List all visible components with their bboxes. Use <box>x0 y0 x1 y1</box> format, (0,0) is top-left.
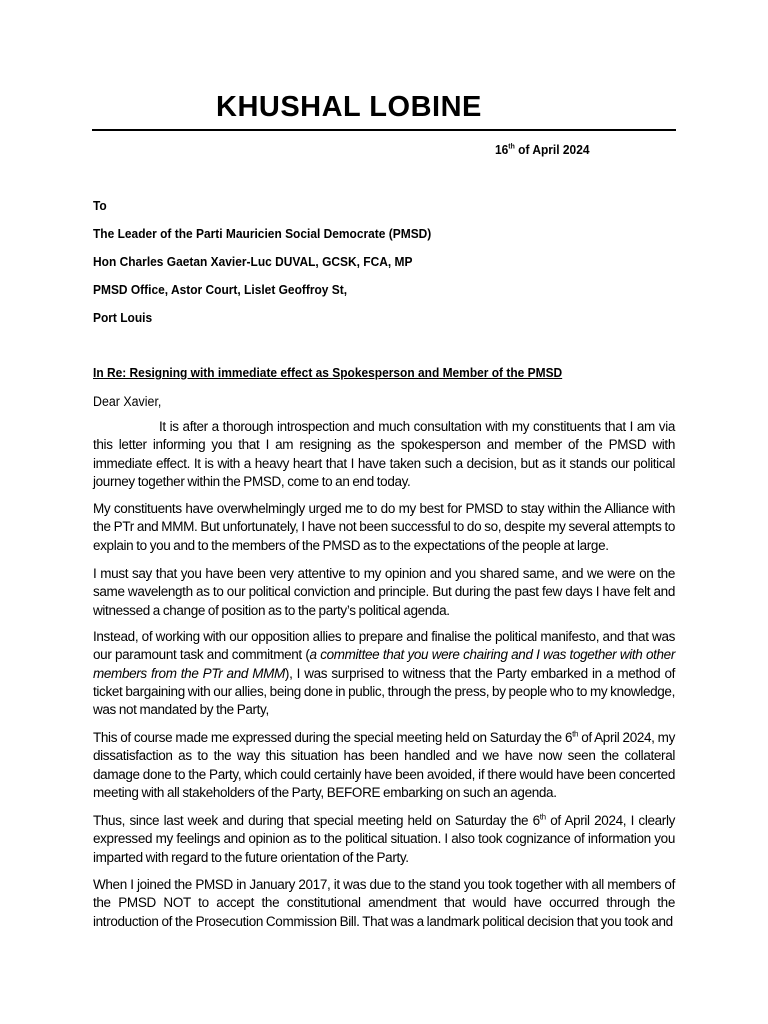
paragraph-7 <box>93 876 675 931</box>
paragraph-4-text-end: ), I was surprised to witness that the Party embarked in a method of ticket bargaining with our allies, being done in public, through the press, by people who to my knowledge, was not mandated by the Party, <box>93 665 676 718</box>
paragraph-2 <box>93 500 675 555</box>
salutation: Dear Xavier, <box>93 394 162 409</box>
address-line-recipient-name: Hon Charles Gaetan Xavier-Luc DUVAL, GCSK, FCA, MP <box>93 254 413 269</box>
paragraph-6-text-start: Thus, since last week and during that special meeting held on Saturday the 6 <box>93 813 540 828</box>
paragraph-5-text-end: of April 2024, my dissatisfaction as to the way this situation has been handled and we have now seen the collateral damage done to the Party, which could certainly have been avoided, if there would have been concerted meeting with all stakeholders of the Party, BEFORE embarking on such an agenda. <box>93 730 675 800</box>
paragraph-6-ordinal: th <box>539 812 546 822</box>
paragraph-4 <box>93 628 675 719</box>
address-line-office: PMSD Office, Astor Court, Lislet Geoffroy St, <box>93 282 348 297</box>
date-day: 16 <box>495 142 509 157</box>
paragraph-4-italic-text: a committee that you were chairing and I was together with other members from the PTr and MMM <box>93 647 675 681</box>
paragraph-2-text: My constituents have overwhelmingly urged me to do my best for PMSD to stay within the Alliance with the PTr and MMM. But unfortunately, I have not been successful to do so, despite my several attempts to explain to you and to the members of the PMSD as to the expectations of the people at large. <box>93 501 675 553</box>
paragraph-5 <box>93 729 675 802</box>
paragraph-3 <box>93 565 675 620</box>
paragraph-3-text: I must say that you have been very attentive to my opinion and you shared same, and we were on the same wavelength as to our political conviction and principle. But during the past few days I have felt and witnessed a change of position as to the party’s political agenda. <box>93 566 675 618</box>
address-line-city: Port Louis <box>93 310 153 325</box>
letterhead-name: KHUSHAL LOBINE <box>216 91 482 123</box>
date-ordinal: th <box>508 141 515 151</box>
paragraph-7-text: When I joined the PMSD in January 2017, it was due to the stand you took together with all members of the PMSD NOT to accept the constitutional amendment that would have occurred through the introduction of the Prosecution Commission Bill. That was a landmark political decision that you took and <box>93 877 675 929</box>
letter-date <box>495 141 590 159</box>
subject-line: In Re: Resigning with immediate effect as Spokesperson and Member of the PMSD <box>93 365 563 380</box>
date-rest: of April 2024 <box>514 142 590 157</box>
letterhead-rule <box>92 129 676 131</box>
paragraph-4-text-start: Instead, of working with our opposition allies to prepare and finalise the political manifesto, and that was our paramount task and commitment ( <box>93 629 675 663</box>
paragraph-5-ordinal: th <box>572 729 579 739</box>
paragraph-1-text: It is after a thorough introspection and much consultation with my constituents that I am via this letter informing you that I am resigning as the spokesperson and member of the PMSD with immediate effect. It is with a heavy heart that I have taken such a decision, but as it stands our political journey together within the PMSD, come to an end today. <box>93 419 675 489</box>
paragraph-1 <box>93 418 675 491</box>
paragraph-6 <box>93 812 675 867</box>
paragraph-6-text-end: of April 2024, I clearly expressed my feelings and opinion as to the political situation. I also took cognizance of information you imparted with regard to the future orientation of the Party. <box>93 813 675 865</box>
address-to: To <box>93 198 107 213</box>
paragraph-5-text-start: This of course made me expressed during the special meeting held on Saturday the 6 <box>93 730 573 745</box>
address-line-recipient-title: The Leader of the Parti Mauricien Social Democrate (PMSD) <box>93 226 432 241</box>
